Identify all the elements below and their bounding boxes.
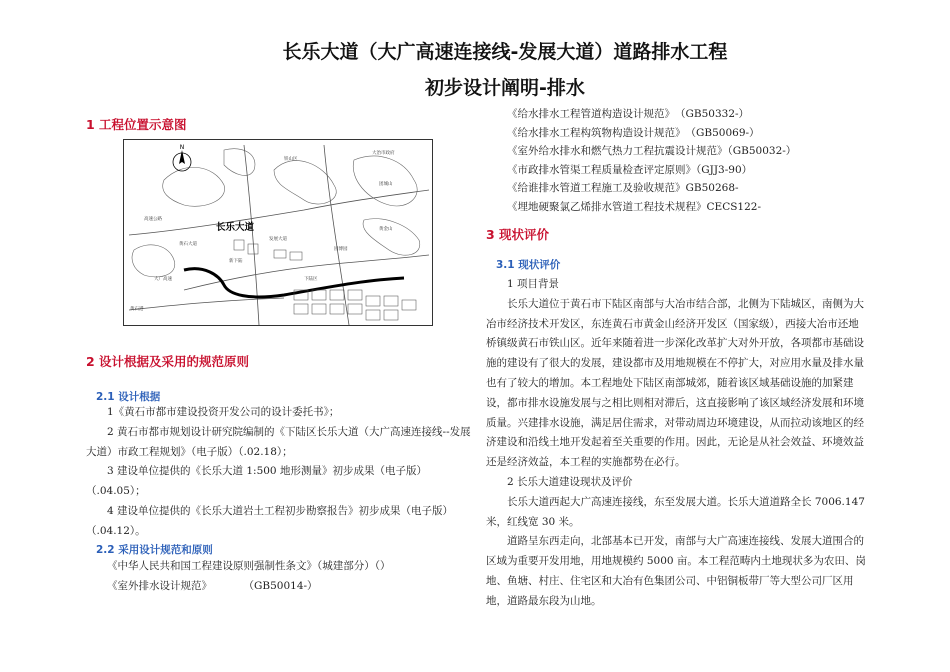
section-2-2-heading: 2.2 采用设计规范和原则 (96, 544, 213, 556)
paragraph-land-use: 道路呈东西走向，北部基本已开发，南部与大广高速连接线、发展大道围合的区域为重要开发用地，用地规模约 5000 亩。本工程范畴内土地现状多为农田、岗地、鱼塘、村庄、住宅区和大冶有色集团公司、中铝铜板带厂等大型公司厂区用地，道路最东段为山地。 (486, 535, 866, 607)
design-basis-item: 4 建设单位提供的《长乐大道岩土工程初步勘察报告》初步成果（电子版）（.04.12）。 (86, 504, 454, 537)
paragraph-road-length: 长乐大道西起大广高速连接线，东至发展大道。长乐大道道路全长 7006.147 米，红线宽 30 米。 (486, 495, 865, 528)
standard-item: 《室外排水设计规范》 （GB50014-） (107, 579, 318, 592)
map-place-label: 黄石大道 (179, 242, 197, 247)
north-arrow-icon (173, 150, 191, 171)
section-3-heading: 3 现状评价 (486, 227, 550, 242)
map-place-label: 大冶市政府 (372, 151, 395, 156)
north-label: N (179, 144, 185, 151)
location-map-graphic (124, 140, 432, 325)
subheading-project-background: 1 项目背景 (507, 278, 560, 290)
standard-item: 《室外给水排水和燃气热力工程抗震设计规范》（GB50032-） (507, 145, 797, 157)
section-3-1-heading: 3.1 现状评价 (496, 259, 561, 271)
design-basis-list (86, 403, 471, 542)
subheading-road-status: 2 长乐大道建设现状及评价 (507, 475, 633, 488)
standard-item: 《埋地硬聚氯乙烯排水管道工程技术规程》CECS122- (507, 200, 762, 213)
document-title: 长乐大道（大广高速连接线-发展大道）道路排水工程 (282, 41, 728, 63)
standard-item: 《给水排水工程构筑物构造设计规范》 （GB50069-） (507, 126, 760, 139)
map-place-label: 大广高速 (154, 277, 172, 282)
section-1-heading: 1 工程位置示意图 (86, 117, 187, 132)
paragraph-background: 长乐大道位于黄石市下陆区南部与大冶市结合部，北侧为下陆城区，南侧为大冶市经济技术开发区，东连黄石市黄金山经济开发区（国家级），西接大冶市还地桥镇级黄石市铁山区。近年来随着进一步深化改革扩大对外开放，各项都市基础设施的建设有了很大的发展，建设都市及用地规模在不停扩大，对应用水量及排水量也有了较大的增加。本工程地处下陆区南部城郊，随着该区域基础设施的加紧建设，都市排水设施发展与之相比则相对滞后，这直接影响了该区域经济发展和环境质量。兴建排水设施，满足居住需求，对带动周边环境建设，从而拉动该地区的经济建设和沿线土地开发起着至关重要的作用。因此，无论是从社会效益、环境效益还是经济效益，本工程的实施都势在必行。 (486, 297, 864, 469)
section-2-heading: 2 设计根据及采用的规范原则 (86, 354, 250, 369)
map-place-label: 铁山区 (284, 157, 298, 162)
standard-item: 《市政排水管渠工程质量检查评定原则》（GJJ3-90） (507, 163, 753, 176)
map-place-label: 园博园 (334, 247, 348, 252)
map-place-label: 黄石港 (130, 307, 144, 312)
section-2-1-heading: 2.1 设计根据 (96, 391, 161, 403)
design-basis-item: 1《黄石市都市建设投资开发公司的设计委托书》； (107, 406, 340, 418)
standards-list-left (107, 557, 391, 597)
standards-list-right (507, 105, 796, 216)
map-place-label: 下陆区 (304, 277, 318, 282)
location-map (123, 139, 433, 326)
map-place-label: 发展大道 (269, 237, 287, 242)
map-place-label: 高速公路 (144, 217, 162, 222)
design-basis-item: 3 建设单位提供的《长乐大道 1:500 地形测量》初步成果（电子版）（.04.05）； (86, 465, 427, 498)
design-basis-item: 2 黄石市都市规划设计研究院编制的《下陆区长乐大道（大广高速连接线--发展大道）市政工程规划》（电子版）（.02.18）； (86, 425, 471, 458)
map-place-label: 黄金山 (379, 227, 393, 232)
status-evaluation-body (486, 275, 866, 612)
document-subtitle: 初步设计阐明-排水 (425, 77, 585, 99)
standard-item: 《中华人民共和国工程建设原则强制性条文》（城建部分）（） (107, 560, 391, 572)
standard-item: 《给谁排水管道工程施工及验收规范》GB50268- (507, 182, 739, 194)
map-place-label: 新下陆 (229, 259, 243, 264)
map-place-label: 团城山 (379, 182, 393, 187)
standard-item: 《给水排水工程管道构造设计规范》 （GB50332-） (507, 108, 750, 120)
map-road-label: 长乐大道 (216, 222, 255, 233)
